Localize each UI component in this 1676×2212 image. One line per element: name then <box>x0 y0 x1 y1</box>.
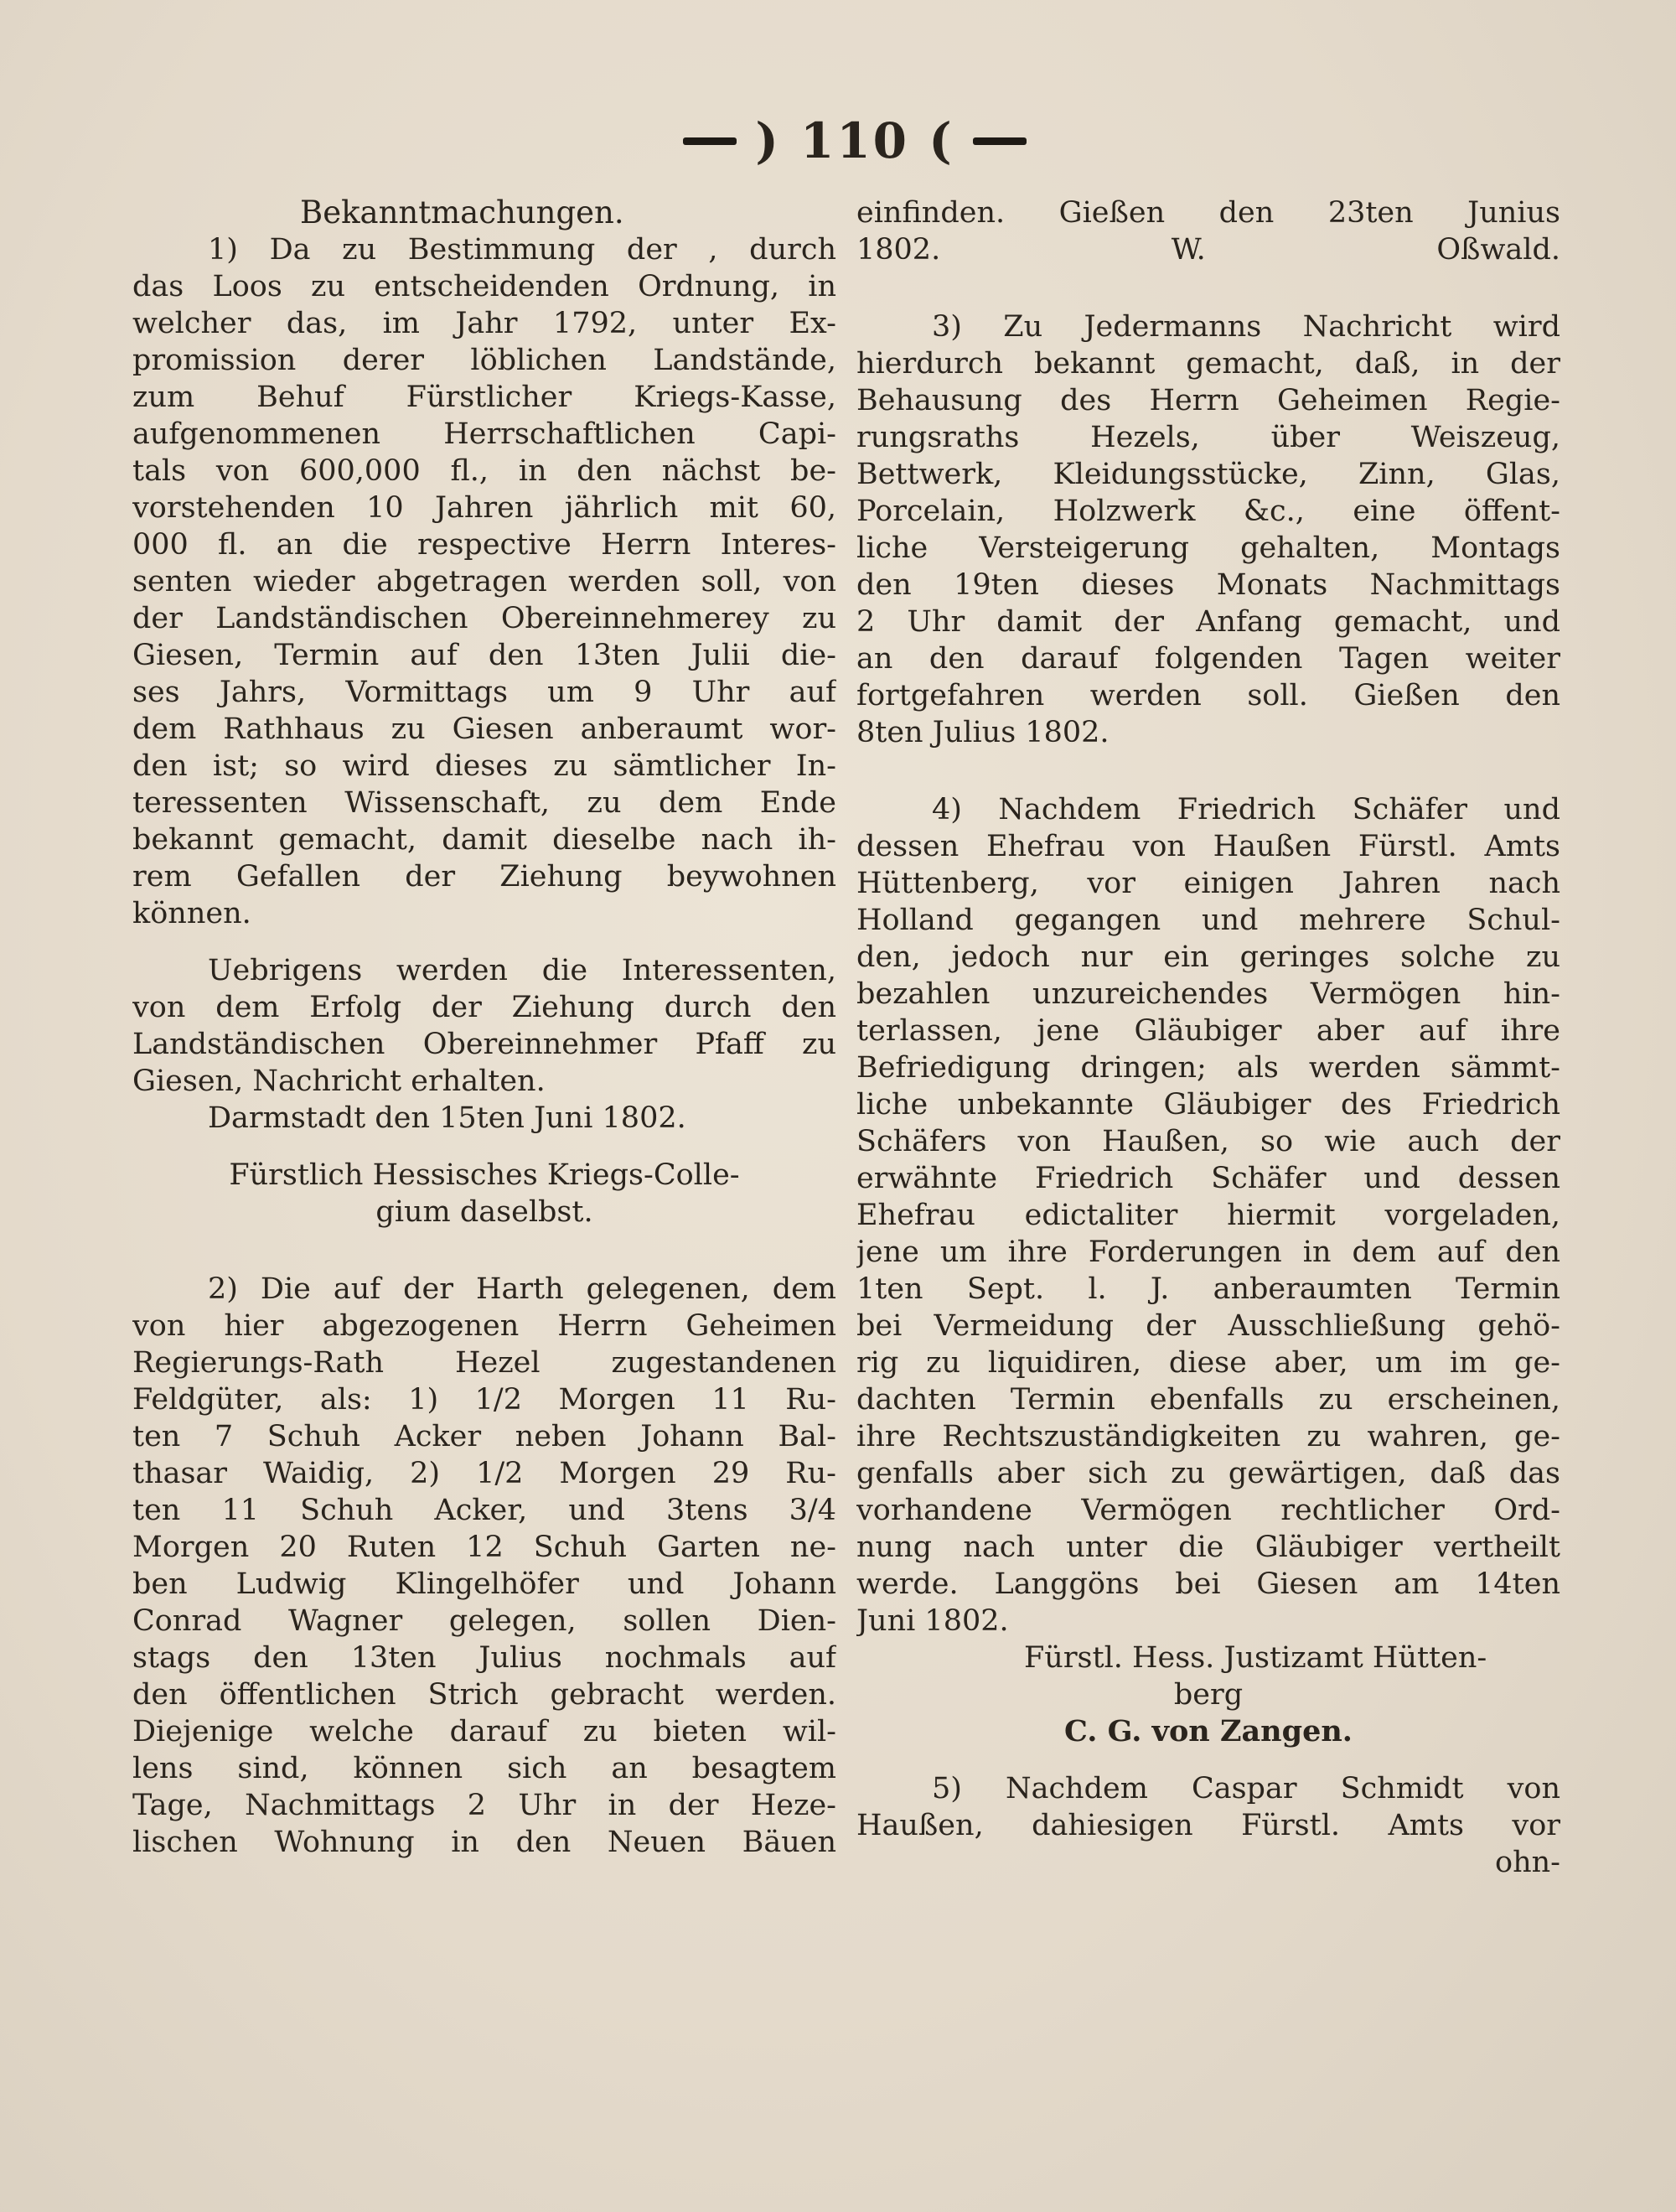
notice-4 <box>856 791 1560 1750</box>
text-line: Diejenige welche darauf zu bieten wil- <box>132 1715 836 1748</box>
text-line: thasar Waidig, 2) 1/2 Morgen 29 Ru- <box>132 1457 836 1490</box>
signatory-name: C. G. von Zangen. <box>1064 1714 1353 1748</box>
text-line: vorhandene Vermögen rechtlicher Ord- <box>856 1494 1560 1527</box>
text-line: Ehefrau edictaliter hiermit vorgeladen, <box>856 1199 1560 1232</box>
text-line: promission derer löblichen Landstände, <box>132 344 836 377</box>
text-line: stags den 13ten Julius nochmals auf <box>132 1641 836 1675</box>
text-line: 2 Uhr damit der Anfang gemacht, und <box>856 605 1560 639</box>
text-line: Holland gegangen und mehrere Schul- <box>856 904 1560 937</box>
text-line: genfalls aber sich zu gewärtigen, daß das <box>856 1457 1560 1490</box>
text-line: Porcelain, Holzwerk &c., eine öffent- <box>856 495 1560 528</box>
text-line: Giesen, Nachricht erhalten. <box>132 1065 546 1098</box>
catchword: ohn- <box>1495 1846 1560 1879</box>
text-line: Bettwerk, Kleidungsstücke, Zinn, Glas, <box>856 458 1560 491</box>
right-column <box>856 194 1560 1881</box>
text-line: 3) Zu Jedermanns Nachricht wird <box>932 310 1560 344</box>
text-line: Conrad Wagner gelegen, sollen Dien- <box>132 1604 836 1638</box>
text-line: dem Rathhaus zu Giesen anberaumt wor- <box>132 712 836 746</box>
text-line: Haußen, dahiesigen Fürstl. Amts vor <box>856 1809 1560 1842</box>
text-line: nung nach unter die Gläubiger vertheilt <box>856 1531 1560 1564</box>
text-line: Uebrigens werden die Interessenten, <box>208 954 836 987</box>
text-line: jene um ihre Forderungen in dem auf den <box>856 1236 1560 1269</box>
text-line: 2) Die auf der Harth gelegenen, dem <box>208 1272 836 1306</box>
text-line: ses Jahrs, Vormittags um 9 Uhr auf <box>132 676 836 709</box>
text-line: den ist; so wird dieses zu sämtlicher In- <box>132 749 836 783</box>
text-line: der Landständischen Obereinnehmerey zu <box>132 602 836 635</box>
page-header <box>670 107 1039 174</box>
text-line: hierdurch bekannt gemacht, daß, in der <box>856 347 1560 381</box>
text-line: welcher das, im Jahr 1792, unter Ex- <box>132 307 836 340</box>
text-line: bei Vermeidung der Ausschließung gehö- <box>856 1309 1560 1343</box>
text-line: ten 7 Schuh Acker neben Johann Bal- <box>132 1420 836 1453</box>
text-line: werde. Langgöns bei Giesen am 14ten <box>856 1567 1560 1601</box>
text-line: den, jedoch nur ein geringes solche zu <box>856 940 1560 974</box>
signature-line: Fürstlich Hessisches Kriegs-Colle- <box>229 1158 740 1192</box>
text-line: ten 11 Schuh Acker, und 3tens 3/4 <box>132 1494 836 1527</box>
text-line: einfinden. Gießen den 23ten Junius <box>856 196 1560 230</box>
text-line: dachten Termin ebenfalls zu erscheinen, <box>856 1383 1560 1417</box>
text-line: bekannt gemacht, damit dieselbe nach ih- <box>132 823 836 857</box>
text-line: 8ten Julius 1802. <box>856 716 1110 749</box>
text-line: Regierungs-Rath Hezel zugestandenen <box>132 1346 836 1380</box>
text-line: 4) Nachdem Friedrich Schäfer und <box>932 793 1560 826</box>
text-line: 1) Da zu Bestimmung der , durch <box>208 233 836 267</box>
notice-5 <box>856 1770 1560 1881</box>
page-number: ) 110 ( <box>755 112 954 169</box>
text-line: dessen Ehefrau von Haußen Fürstl. Amts <box>856 830 1560 863</box>
text-line: Schäfers von Haußen, so wie auch der <box>856 1125 1560 1158</box>
text-line: Tage, Nachmittags 2 Uhr in der Heze- <box>132 1789 836 1822</box>
text-line: terlassen, jene Gläubiger aber auf ihre <box>856 1014 1560 1048</box>
text-line: ihre Rechtszuständigkeiten zu wahren, ge- <box>856 1420 1560 1453</box>
text-line: 1ten Sept. l. J. anberaumten Termin <box>856 1272 1560 1306</box>
text-line: zum Behuf Fürstlicher Kriegs-Kasse, <box>132 381 836 414</box>
text-line: fortgefahren werden soll. Gießen den <box>856 679 1560 712</box>
signature-line: berg <box>1173 1678 1244 1712</box>
text-line: Morgen 20 Ruten 12 Schuh Garten ne- <box>132 1531 836 1564</box>
text-line: lischen Wohnung in den Neuen Bäuen <box>132 1826 836 1859</box>
signature-line: Fürstl. Hess. Justizamt Hütten- <box>1024 1641 1487 1675</box>
text-line: den öffentlichen Strich gebracht werden. <box>132 1678 836 1712</box>
text-line: rig zu liquidiren, diese aber, um im ge- <box>856 1346 1560 1380</box>
text-line: Hüttenberg, vor einigen Jahren nach <box>856 867 1560 900</box>
text-line: das Loos zu entscheidenden Ordnung, in <box>132 270 836 303</box>
notice-date: Darmstadt den 15ten Juni 1802. <box>208 1101 686 1135</box>
text-line: tals von 600,000 fl., in den nächst be- <box>132 454 836 488</box>
notice-2-continued <box>856 194 1560 268</box>
text-line: von dem Erfolg der Ziehung durch den <box>132 991 836 1024</box>
text-line: aufgenommenen Herrschaftlichen Capi- <box>132 417 836 451</box>
signature-line: gium daselbst. <box>375 1195 593 1229</box>
text-line: Befriedigung dringen; als werden sämmt- <box>856 1051 1560 1085</box>
left-column <box>132 194 836 1861</box>
text-line: vorstehenden 10 Jahren jährlich mit 60, <box>132 491 836 525</box>
text-line: 5) Nachdem Caspar Schmidt von <box>932 1772 1560 1805</box>
text-line: Landständischen Obereinnehmer Pfaff zu <box>132 1028 836 1061</box>
text-line: 1802. W. Oßwald. <box>856 233 1560 267</box>
notice-3 <box>856 308 1560 751</box>
header-dash-right <box>973 137 1027 145</box>
text-line: bezahlen unzureichendes Vermögen hin- <box>856 977 1560 1011</box>
text-line: von hier abgezogenen Herrn Geheimen <box>132 1309 836 1343</box>
text-line: Giesen, Termin auf den 13ten Julii die- <box>132 639 836 672</box>
text-line: den 19ten dieses Monats Nachmittags <box>856 568 1560 602</box>
text-line: ben Ludwig Klingelhöfer und Johann <box>132 1567 836 1601</box>
notice-2 <box>132 1271 836 1861</box>
text-line: 000 fl. an die respective Herrn Interes- <box>132 528 836 562</box>
text-line: rem Gefallen der Ziehung beywohnen <box>132 860 836 894</box>
text-line: an den darauf folgenden Tagen weiter <box>856 642 1560 676</box>
notice-1 <box>132 231 836 1230</box>
text-line: Behausung des Herrn Geheimen Regie- <box>856 384 1560 417</box>
text-line: rungsraths Hezels, über Weiszeug, <box>856 421 1560 454</box>
text-line: Juni 1802. <box>856 1604 1009 1638</box>
header-dash-left <box>683 137 737 145</box>
text-line: können. <box>132 897 251 930</box>
text-line: erwähnte Friedrich Schäfer und dessen <box>856 1162 1560 1195</box>
text-line: teressenten Wissenschaft, zu dem Ende <box>132 786 836 820</box>
text-line: senten wieder abgetragen werden soll, von <box>132 565 836 598</box>
text-line: liche unbekannte Gläubiger des Friedrich <box>856 1088 1560 1122</box>
text-line: lens sind, können sich an besagtem <box>132 1752 836 1785</box>
text-line: liche Versteigerung gehalten, Montags <box>856 531 1560 565</box>
section-heading: Bekanntmachungen. <box>300 194 624 231</box>
text-line: Feldgüter, als: 1) 1/2 Morgen 11 Ru- <box>132 1383 836 1417</box>
